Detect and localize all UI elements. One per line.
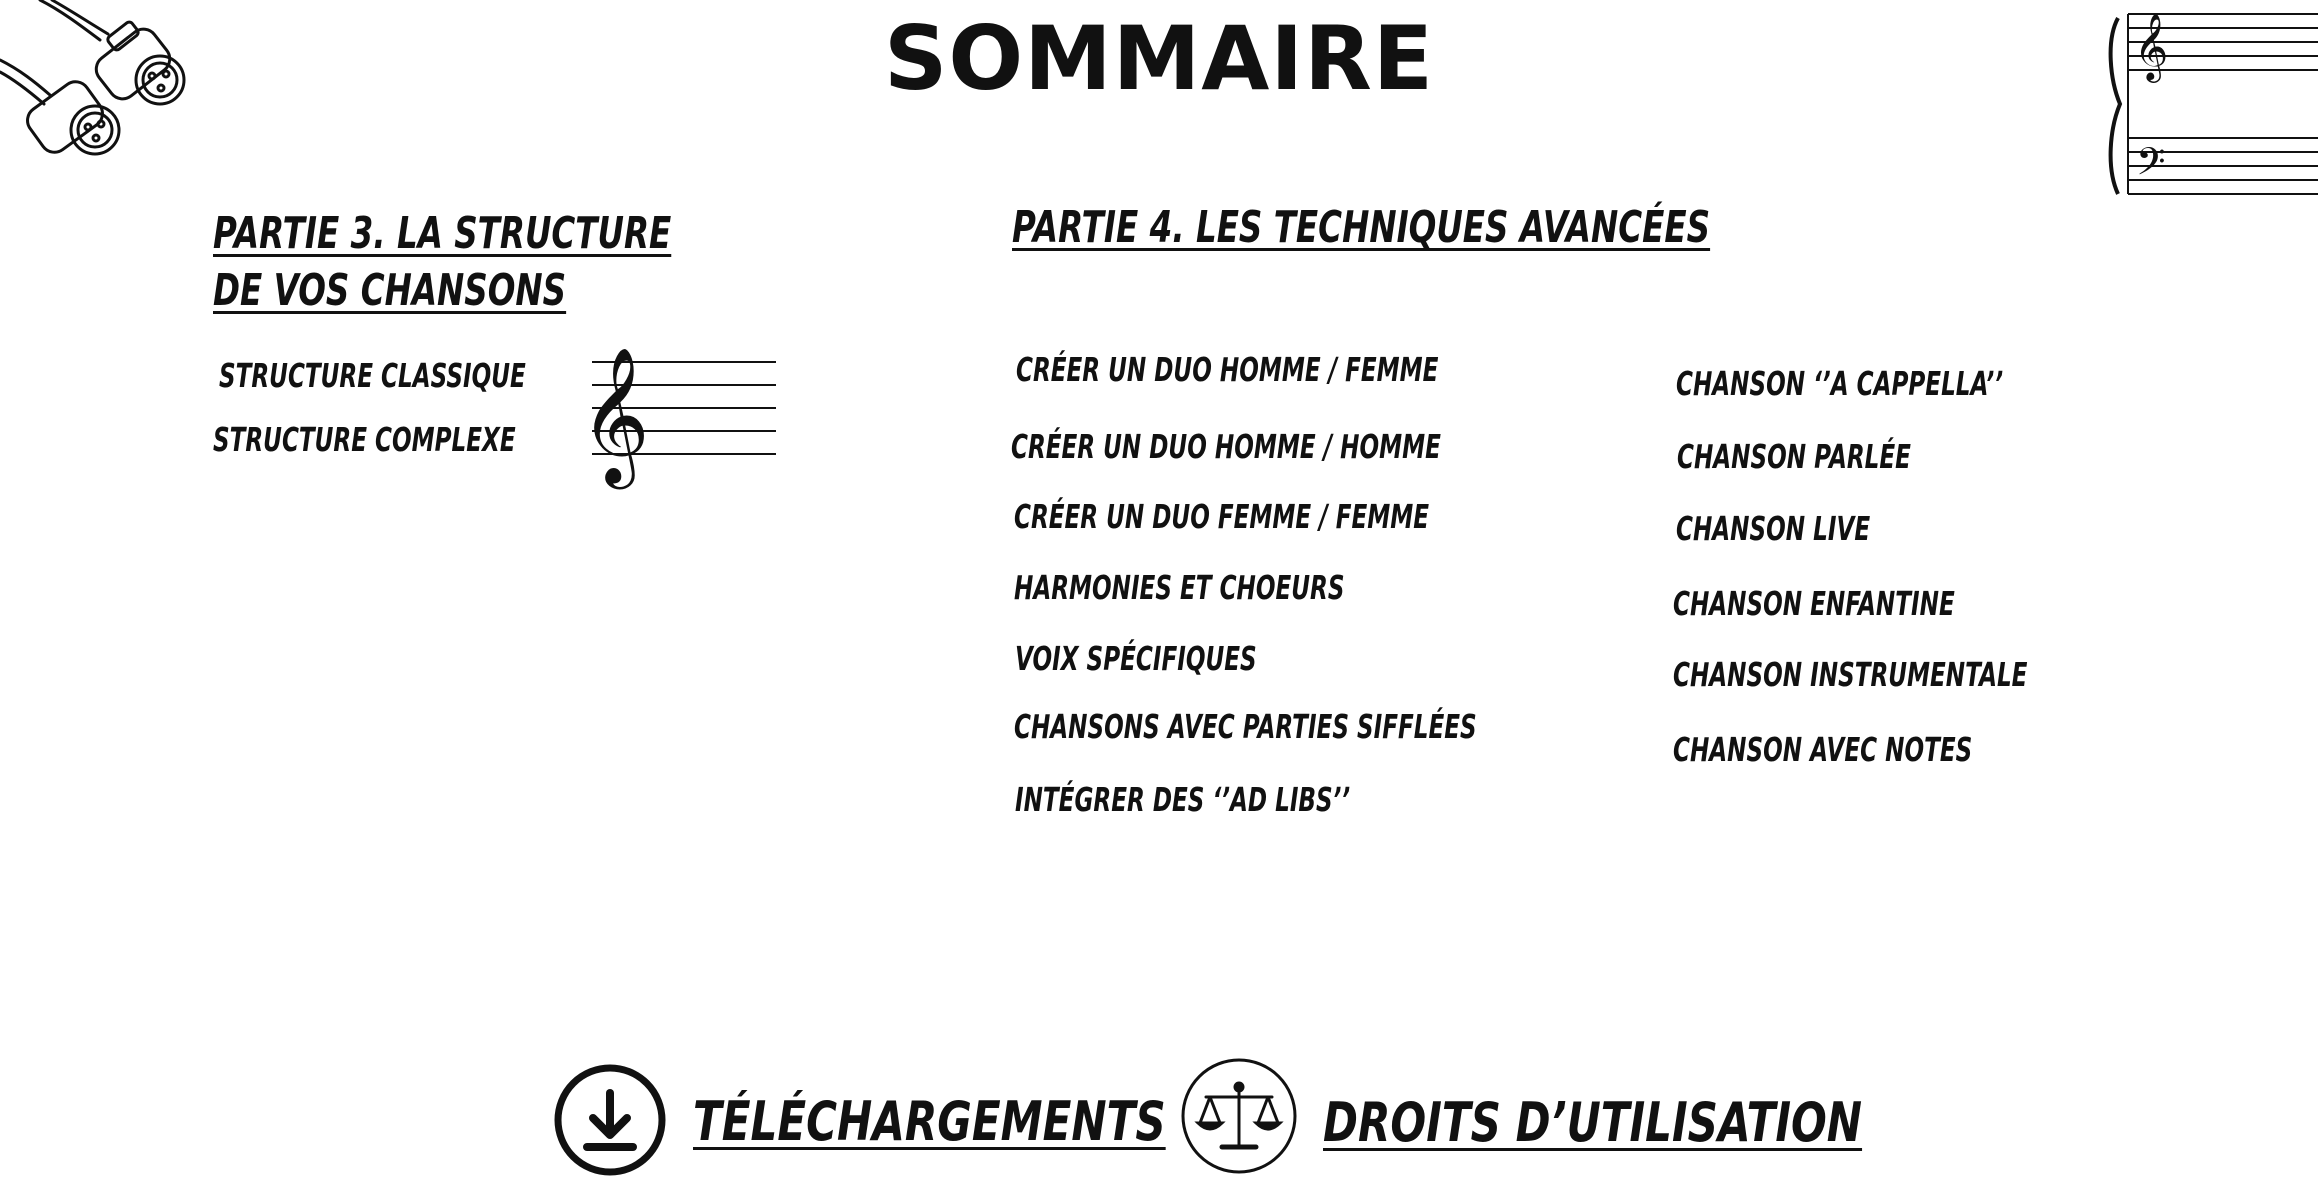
toc-item-voix-specifiques[interactable]: VOIX SPÉCIFIQUES — [1015, 639, 1257, 678]
rights-link[interactable]: DROITS D’UTILISATION — [1323, 1091, 1863, 1154]
toc-item-structure-classique[interactable]: STRUCTURE CLASSIQUE — [219, 356, 526, 395]
toc-item-chanson-parlee[interactable]: CHANSON PARLÉE — [1677, 437, 1911, 476]
download-icon[interactable] — [553, 1063, 667, 1177]
svg-text:𝄢: 𝄢 — [2136, 139, 2166, 193]
toc-item-duo-homme-homme[interactable]: CRÉER UN DUO HOMME / HOMME — [1011, 427, 1441, 466]
page-title: SOMMAIRE — [883, 7, 1435, 110]
svg-text:𝄞: 𝄞 — [2134, 12, 2169, 80]
toc-item-duo-femme-femme[interactable]: CRÉER UN DUO FEMME / FEMME — [1014, 497, 1430, 536]
toc-item-duo-homme-femme[interactable]: CRÉER UN DUO HOMME / FEMME — [1016, 350, 1439, 389]
toc-item-chanson-enfantine[interactable]: CHANSON ENFANTINE — [1673, 584, 1955, 623]
svg-text:𝄞: 𝄞 — [580, 345, 650, 483]
part3-heading-line2: DE VOS CHANSONS — [213, 265, 567, 316]
toc-item-a-cappella[interactable]: CHANSON ‘’A CAPPELLA’’ — [1676, 364, 2004, 403]
toc-item-chanson-avec-notes[interactable]: CHANSON AVEC NOTES — [1673, 730, 1973, 769]
part3-heading-line1: PARTIE 3. LA STRUCTURE — [213, 208, 672, 259]
toc-item-chanson-live[interactable]: CHANSON LIVE — [1676, 509, 1871, 548]
toc-item-parties-sifflees[interactable]: CHANSONS AVEC PARTIES SIFFLÉES — [1014, 707, 1477, 746]
toc-item-chanson-instrumentale[interactable]: CHANSON INSTRUMENTALE — [1673, 655, 2028, 694]
toc-item-structure-complexe[interactable]: STRUCTURE COMPLEXE — [213, 420, 516, 459]
toc-item-harmonies-choeurs[interactable]: HARMONIES ET CHOEURS — [1014, 568, 1345, 607]
treble-clef-icon — [580, 330, 780, 483]
downloads-link[interactable]: TÉLÉCHARGEMENTS — [693, 1090, 1166, 1153]
scales-icon[interactable] — [1180, 1057, 1298, 1175]
part4-heading: PARTIE 4. LES TECHNIQUES AVANCÉES — [1012, 202, 1711, 253]
toc-item-ad-libs[interactable]: INTÉGRER DES ‘’AD LIBS’’ — [1015, 780, 1351, 819]
